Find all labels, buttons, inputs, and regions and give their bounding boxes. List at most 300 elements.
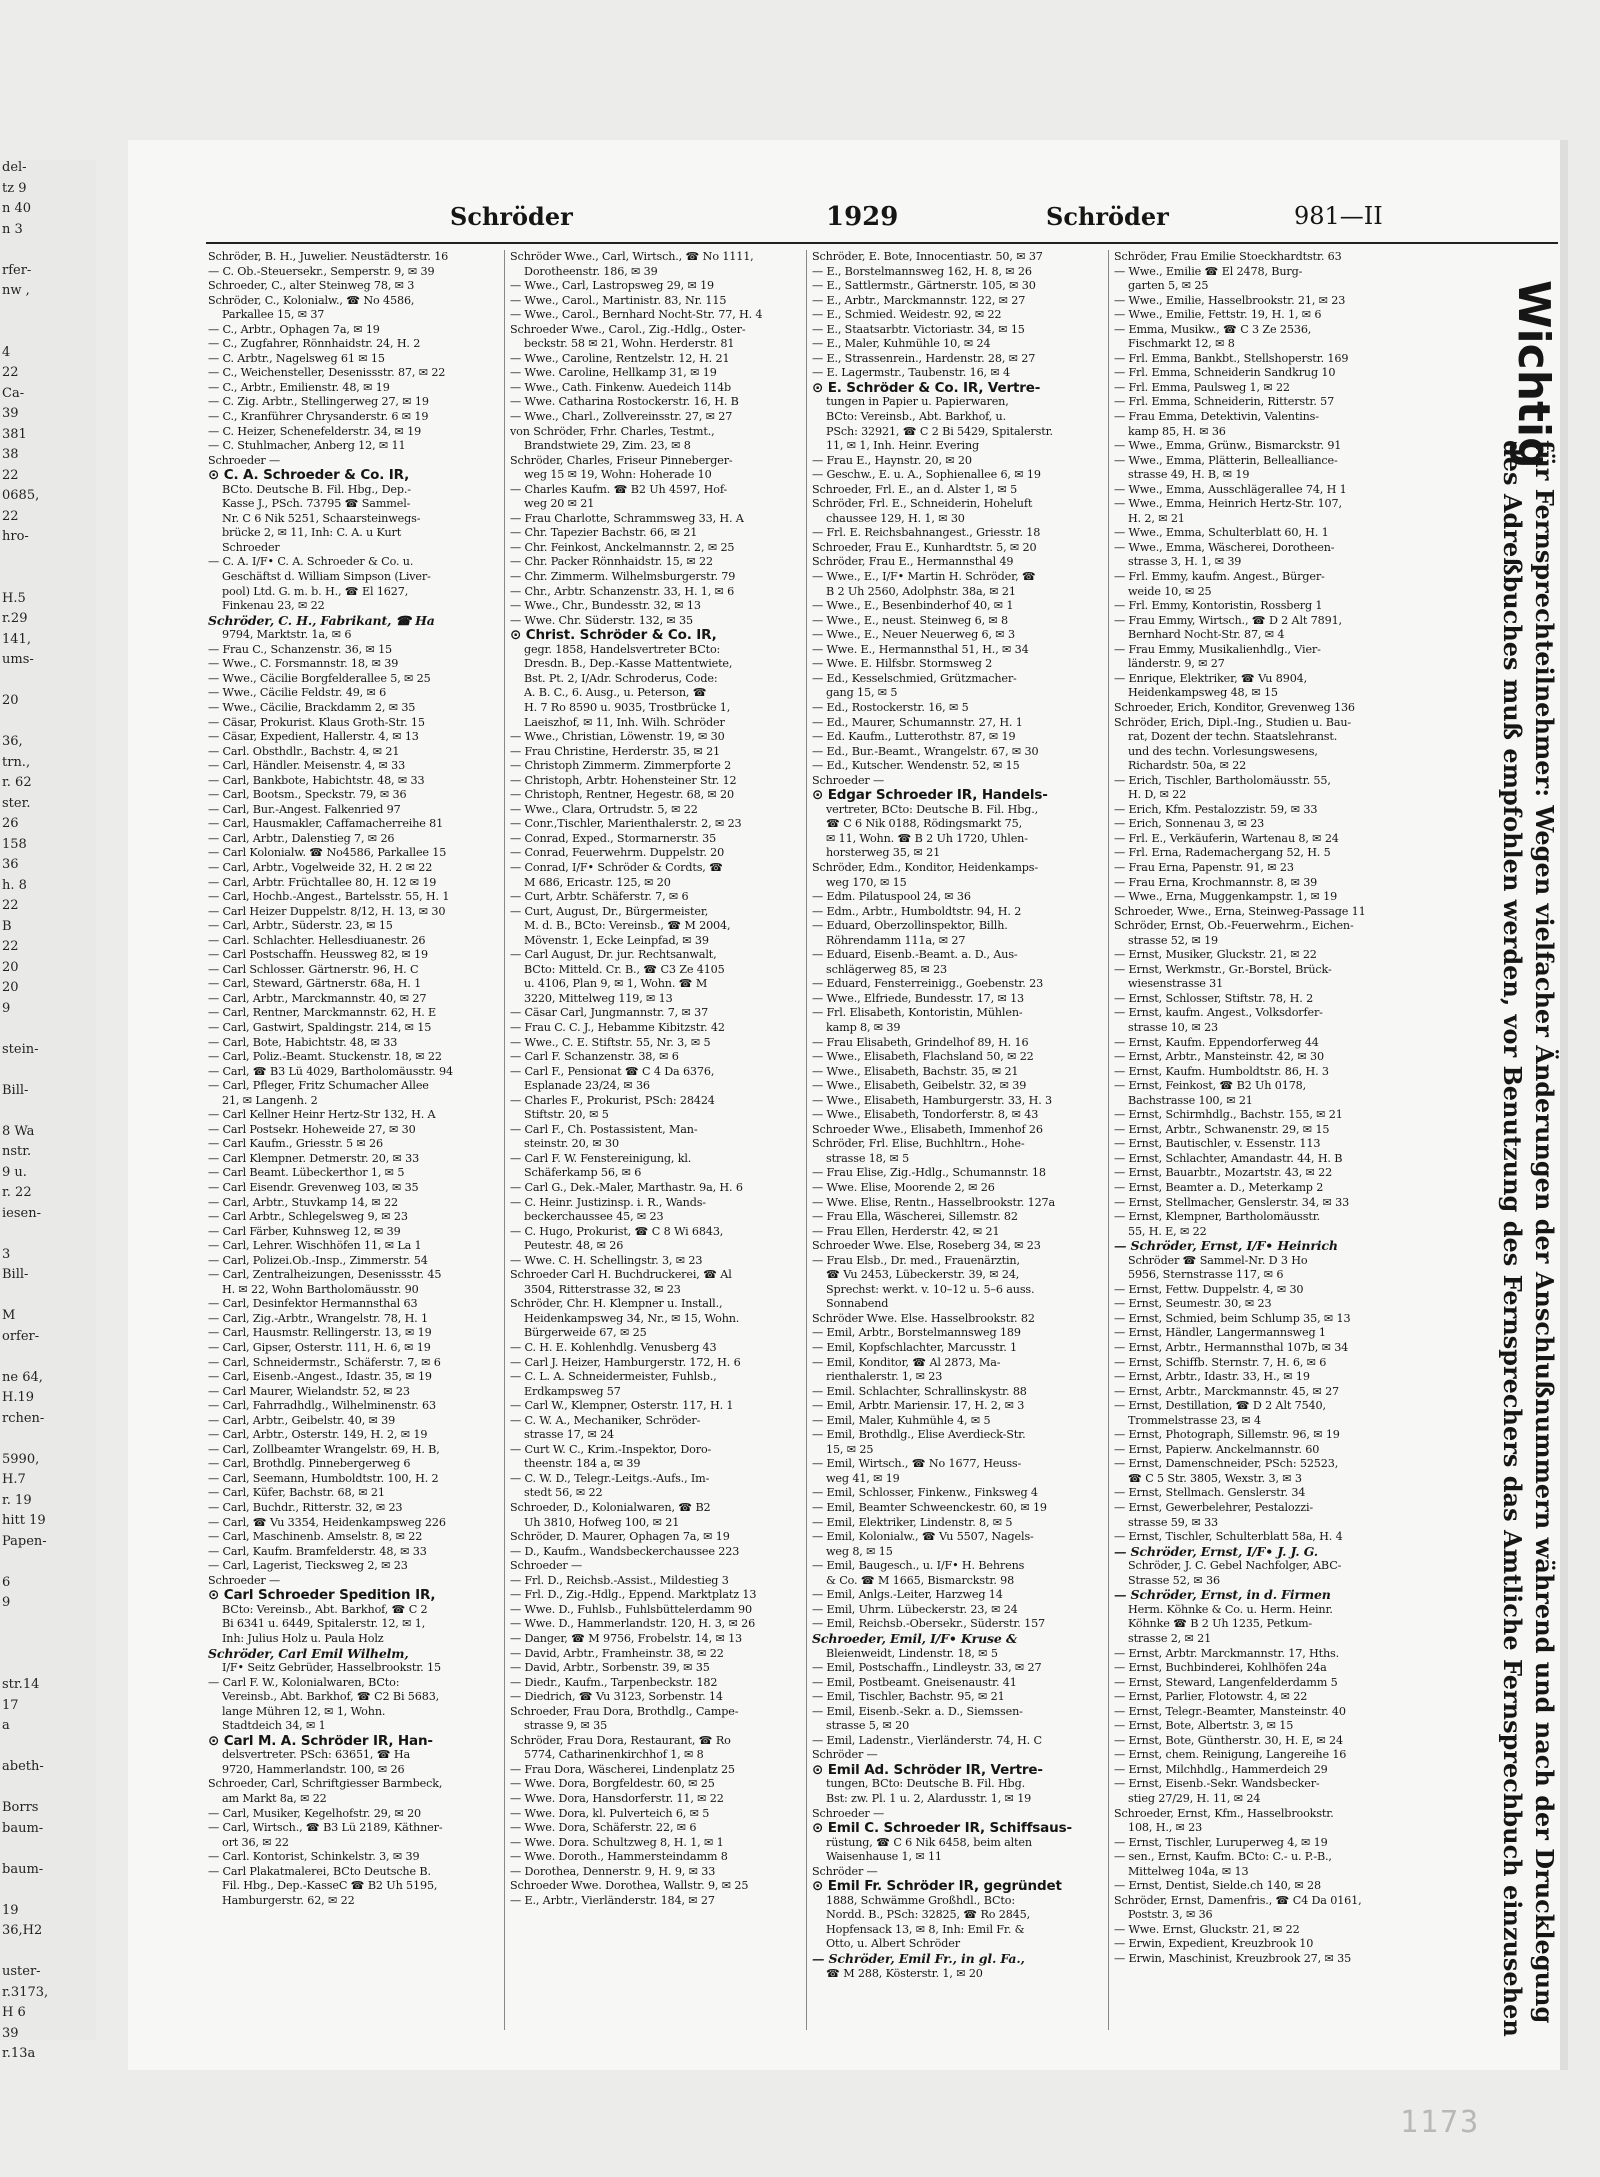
directory-entry-line: — Carl, Eisenb.-Angest., Idastr. 35, ✉ 19 (208, 1370, 432, 1384)
directory-entry-line: — Schröder, Ernst, I/F• Heinrich (1114, 1238, 1338, 1254)
directory-entry-line: — C. H. E. Kohlenhdlg. Venusberg 43 (510, 1341, 717, 1355)
prev-page-fragment: 22 (2, 508, 19, 524)
directory-entry-line: — Carl F. Schanzenstr. 38, ✉ 6 (510, 1050, 679, 1064)
directory-entry-line: — Ernst, Papierw. Anckelmannstr. 60 (1114, 1442, 1320, 1456)
directory-entry-line: — Ed., Kutscher. Wendenstr. 52, ✉ 15 (812, 759, 1020, 773)
handwritten-page-mark: 1173 (1400, 2105, 1481, 2140)
directory-entry-line: vertreter, BCto: Deutsche B. Fil. Hbg., (826, 802, 1039, 816)
directory-entry-line: 3504, Ritterstrasse 32, ✉ 23 (524, 1282, 681, 1296)
prev-page-fragment: Papen- (2, 1533, 47, 1549)
directory-entry-line: — Ernst, Kaufm. Humboldtstr. 86, H. 3 (1114, 1064, 1329, 1078)
directory-entry-line: — Conrad, Exped., Stormarnerstr. 35 (510, 831, 717, 845)
prev-page-fragment: a (2, 1718, 10, 1733)
directory-entry-line: — Wwe., Emilie ☎ El 2478, Burg- (1114, 264, 1303, 278)
directory-entry-line: Schroeder, Emil, I/F• Kruse & (812, 1630, 1018, 1646)
directory-entry-line: — Ernst, Feinkost, ☎ B2 Uh 0178, (1114, 1079, 1307, 1093)
directory-entry-line: — Wwe., Emma, Grünw., Bismarckstr. 91 (1114, 439, 1342, 453)
directory-entry-line: — Emil, Arbtr. Mariensir. 17, H. 2, ✉ 3 (812, 1399, 1025, 1413)
directory-entry-line: — C. Ob.-Steuersekr., Semperstr. 9, ✉ 39 (208, 264, 435, 278)
directory-entry-line: 5956, Sternstrasse 117, ✉ 6 (1128, 1268, 1284, 1282)
directory-entry-line: — Wwe., Chr., Bundesstr. 32, ✉ 13 (510, 599, 701, 613)
directory-entry-line: Stadtdeich 34, ✉ 1 (222, 1719, 326, 1733)
directory-entry-line: — Emil, Tischler, Bachstr. 95, ✉ 21 (812, 1690, 1005, 1704)
directory-entry-line: — Ernst, Stellmach. Genslerstr. 34 (1114, 1486, 1306, 1500)
prev-page-fragment: H.19 (2, 1390, 35, 1405)
notice-line: des Adreßbuches muß empfohlen werden, vor Benutzung des Fernsprechers das Amtliche Fernsprechbuch einzusehen (1498, 440, 1527, 2037)
directory-entry-line: Schroeder, Carl, Schriftgiesser Barmbeck, (208, 1777, 443, 1791)
directory-entry-line: Schroeder, Frau E., Kunhardtstr. 5, ✉ 20 (812, 540, 1037, 554)
directory-entry-line: Schröder, Frau Dora, Restaurant, ☎ Ro (510, 1733, 731, 1747)
directory-entry-line: — Wwe., Erna, Muggenkampstr. 1, ✉ 19 (1114, 890, 1338, 904)
directory-entry-line: — Wwe., Cäcilie, Brackdamm 2, ✉ 35 (208, 700, 416, 714)
directory-entry-line: — Christoph, Arbtr. Hohensteiner Str. 12 (510, 773, 737, 787)
directory-entry-line: — Chr., Arbtr. Schanzenstr. 33, H. 1, ✉ 6 (510, 584, 735, 598)
prev-page-fragment: 9 (2, 1595, 11, 1610)
directory-entry-line: — Ernst, Arbtr., Marckmannstr. 45, ✉ 27 (1114, 1384, 1340, 1398)
directory-entry-line: — E., Arbtr., Marckmannstr. 122, ✉ 27 (812, 293, 1026, 307)
prev-page-fragment: H.5 (2, 590, 26, 606)
prev-page-fragment: stein- (2, 1041, 39, 1057)
directory-entry-line: Trommelstrasse 23, ✉ 4 (1128, 1413, 1261, 1427)
directory-entry-line: Schroeder, Frau Dora, Brothdlg., Campe- (510, 1704, 739, 1718)
directory-entry-line: PSch: 32921, ☎ C 2 Bi 5429, Spitalerstr. (826, 424, 1053, 438)
prev-page-fragment: nw , (2, 283, 30, 298)
directory-entry-line: von Schröder, Frhr. Charles, Testmt., (510, 424, 715, 438)
directory-entry-line: rat, Dozent der techn. Staatslehranst. (1128, 730, 1338, 744)
prev-page-fragment: r. 62 (2, 775, 32, 790)
directory-entry-line: Sprechst: werkt. v. 10–12 u. 5–6 auss. (826, 1282, 1035, 1296)
directory-entry-line: Geschäftst d. William Simpson (Liver- (222, 570, 431, 584)
directory-entry-line: — Carl, Zollbeamter Wrangelstr. 69, H. B, (208, 1442, 440, 1456)
directory-entry-line: Schroeder — (208, 1573, 281, 1587)
prev-page-fragment: 22 (2, 939, 19, 954)
directory-entry-line: — Wwe. E., Hermannsthal 51, H., ✉ 34 (812, 642, 1029, 656)
directory-entry-line: — Wwe., Emilie, Hasselbrookstr. 21, ✉ 23 (1114, 293, 1346, 307)
directory-entry-line: schlägerweg 85, ✉ 23 (826, 962, 948, 976)
directory-entry-line: — E., Schmied. Weidestr. 92, ✉ 22 (812, 308, 1002, 322)
directory-entry-line: — Wwe. D., Hammerlandstr. 120, H. 3, ✉ 26 (510, 1617, 756, 1631)
directory-entry-line: Herm. Köhnke & Co. u. Herm. Heinr. (1128, 1602, 1333, 1616)
directory-entry-line: Laeiszhof, ✉ 11, Inh. Wilh. Schröder (524, 715, 725, 729)
directory-entry-line: ⊙ Carl Schroeder Spedition IR, (208, 1587, 436, 1604)
prev-page-fragment: 20 (2, 959, 19, 975)
directory-entry-line: Köhnke ☎ B 2 Uh 1235, Petkum- (1128, 1617, 1313, 1631)
directory-entry-line: — Wwe., Cäcilie Borgfelderallee 5, ✉ 25 (208, 671, 431, 685)
prev-page-fragment: 22 (2, 898, 19, 913)
directory-entry-line: Hamburgerstr. 62, ✉ 22 (222, 1893, 355, 1907)
directory-entry-line: — Emil, Anlgs.-Leiter, Harzweg 14 (812, 1588, 1003, 1602)
directory-entry-line: Bachstrasse 100, ✉ 21 (1128, 1093, 1253, 1107)
column-2 (510, 250, 800, 2040)
directory-entry-line: Sonnabend (826, 1297, 889, 1311)
prev-page-fragment: h. 8 (2, 877, 27, 893)
directory-entry-line: — Carl Plakatmalerei, BCto Deutsche B. (208, 1864, 431, 1878)
directory-entry-line: — Frl. Emmy, kaufm. Angest., Bürger- (1114, 570, 1325, 584)
directory-entry-line: — Wwe. Dora, kl. Pulverteich 6, ✉ 5 (510, 1806, 710, 1820)
prev-page-fragment: 141, (2, 631, 31, 647)
directory-entry-line: — Frau Ella, Wäscherei, Sillemstr. 82 (812, 1210, 1018, 1224)
directory-entry-line: — Wwe., Elisabeth, Hamburgerstr. 33, H. 3 (812, 1093, 1052, 1107)
directory-entry-line: — Carl, Poliz.-Beamt. Stuckenstr. 18, ✉ 22 (208, 1050, 442, 1064)
directory-entry-line: — C., Zugfahrer, Rönnhaidstr. 24, H. 2 (208, 337, 421, 351)
directory-entry-line: — Ernst, Schlosser, Stiftstr. 78, H. 2 (1114, 991, 1314, 1005)
directory-entry-line: — Ernst, Seumestr. 30, ✉ 23 (1114, 1297, 1272, 1311)
prev-page-fragment: iesen- (2, 1205, 41, 1221)
directory-entry-line: Schroeder, D., Kolonialwaren, ☎ B2 (510, 1501, 711, 1515)
directory-entry-line: — Wwe., E., neust. Steinweg 6, ✉ 8 (812, 613, 1008, 627)
directory-entry-line: 55, H. E, ✉ 22 (1128, 1224, 1207, 1238)
vertical-notice (1368, 280, 1563, 2037)
directory-entry-line: — Wwe. Ernst, Gluckstr. 21, ✉ 22 (1114, 1922, 1300, 1936)
directory-entry-line: ⊙ E. Schröder & Co. IR, Vertre- (812, 379, 1041, 396)
prev-page-fragment: r.13a (2, 2046, 36, 2061)
directory-entry-line: — Wwe. E. Hilfsbr. Stormsweg 2 (812, 657, 993, 671)
directory-entry-line: Esplanade 23/24, ✉ 36 (524, 1079, 650, 1093)
directory-entry-line: — Carl, ☎ Vu 3354, Heidenkampsweg 226 (208, 1515, 446, 1529)
directory-entry-line: — Curt, August, Dr., Bürgermeister, (510, 904, 709, 918)
prev-page-fragment: 4 (2, 344, 11, 360)
directory-entry-line: — Christoph Zimmerm. Zimmerpforte 2 (510, 759, 732, 773)
directory-entry-line: — Carl, Hausmstr. Rellingerstr. 13, ✉ 19 (208, 1326, 432, 1340)
directory-entry-line: — Diedr., Kaufm., Tarpenbeckstr. 182 (510, 1675, 718, 1689)
prev-page-fragment: 17 (2, 1697, 19, 1713)
directory-entry-line: 15, ✉ 25 (826, 1442, 874, 1456)
directory-entry-line: — Frau Emmy, Musikalienhdlg., Vier- (1114, 642, 1321, 656)
directory-entry-line: — Carl G., Dek.-Maler, Marthastr. 9a, H. 6 (510, 1181, 743, 1194)
directory-entry-line: weide 10, ✉ 25 (1128, 584, 1212, 598)
directory-entry-line: Poststr. 3, ✉ 36 (1128, 1908, 1213, 1922)
directory-entry-line: — Emil, Eisenb.-Sekr. a. D., Siemssen- (812, 1704, 1023, 1718)
directory-entry-line: Uh 3810, Hofweg 100, ✉ 21 (524, 1515, 680, 1529)
directory-entry-line: — Carl, Desinfektor Hermannsthal 63 (208, 1297, 418, 1311)
directory-entry-line: — Frau Emmy, Wirtsch., ☎ D 2 Alt 7891, (1114, 613, 1342, 627)
directory-entry-line: — C. Zig. Arbtr., Stellingerweg 27, ✉ 19 (208, 395, 429, 409)
directory-entry-line: — Frau Erna, Krochmannstr. 8, ✉ 39 (1114, 875, 1318, 889)
directory-entry-line: — Ernst, Bote, Güntherstr. 30, H. E, ✉ 24 (1114, 1733, 1343, 1747)
directory-entry-line: — Ernst, Schlachter, Amandastr. 44, H. B (1114, 1151, 1343, 1165)
directory-entry-line: — Chr. Packer Rönnhaidstr. 15, ✉ 22 (510, 555, 713, 569)
directory-entry-line: ⊙ Emil Ad. Schröder IR, Vertre- (812, 1761, 1043, 1778)
directory-entry-line: Schroeder Wwe. Dorothea, Wallstr. 9, ✉ 25 (510, 1879, 749, 1893)
prev-page-fragment: 5990, (2, 1451, 40, 1467)
directory-entry-line: Schröder Wwe., Carl, Wirtsch., ☎ No 1111, (510, 250, 754, 263)
directory-entry-line: ⊙ Edgar Schroeder IR, Handels- (812, 787, 1048, 804)
directory-entry-line: Schröder, D. Maurer, Ophagen 7a, ✉ 19 (510, 1530, 730, 1544)
directory-entry-line: — Ernst, Destillation, ☎ D 2 Alt 7540, (1114, 1399, 1326, 1413)
directory-entry-line: Schroeder Wwe., Carol., Zig.-Hdlg., Oster- (510, 322, 746, 336)
directory-entry-line: — Charles Kaufm. ☎ B2 Uh 4597, Hof- (510, 482, 728, 496)
directory-entry-line: steinstr. 20, ✉ 30 (524, 1137, 619, 1151)
directory-entry-line: Schröder, Frau E., Hermannsthal 49 (812, 555, 1014, 569)
directory-entry-line: — Carl Heizer Duppelstr. 8/12, H. 13, ✉ 30 (208, 904, 446, 918)
directory-entry-line: — Emma, Musikw., ☎ C 3 Ze 2536, (1114, 322, 1312, 336)
directory-entry-line: — Edm., Arbtr., Humboldtstr. 94, H. 2 (812, 904, 1022, 918)
directory-entry-line: Waisenhause 1, ✉ 11 (826, 1850, 942, 1864)
directory-entry-line: — Carl. Kontorist, Schinkelstr. 3, ✉ 39 (208, 1850, 420, 1864)
directory-entry-line: — Carl, Polizei.Ob.-Insp., Zimmerstr. 54 (208, 1253, 428, 1267)
directory-entry-line: — Carl, Zentralheizungen, Desenissstr. 45 (208, 1268, 442, 1282)
directory-entry-line: Schröder, Ernst, Ob.-Feuerwehrm., Eichen- (1114, 919, 1354, 933)
directory-entry-line: — C., Weichensteller, Desenissstr. 87, ✉ 22 (208, 366, 446, 380)
directory-entry-line: ort 36, ✉ 22 (222, 1835, 289, 1849)
directory-entry-line: — Emil, Wirtsch., ☎ No 1677, Heuss- (812, 1457, 1022, 1471)
directory-entry-line: Schröder, Frau Emilie Stoeckhardtstr. 63 (1114, 250, 1342, 263)
directory-entry-line: — Ernst, Damenschneider, PSch: 52523, (1114, 1457, 1339, 1471)
directory-entry-line: ☎ M 288, Kösterstr. 1, ✉ 20 (826, 1966, 983, 1980)
directory-entry-line: pool) Ltd. G. m. b. H., ☎ El 1627, (222, 584, 409, 598)
directory-entry-line: ☎ C 5 Str. 3805, Wexstr. 3, ✉ 3 (1128, 1471, 1302, 1485)
prev-page-fragment: 39 (2, 2025, 19, 2041)
directory-entry-line: — Ernst, Werkmstr., Gr.-Borstel, Brück- (1114, 962, 1332, 976)
prev-page-fragment: H 6 (2, 2005, 26, 2020)
directory-entry-line: ⊙ C. A. Schroeder & Co. IR, (208, 467, 410, 484)
directory-entry-line: strasse 10, ✉ 23 (1128, 1020, 1219, 1034)
directory-entry-line: — Frau Dora, Wäscherei, Lindenplatz 25 (510, 1762, 735, 1776)
directory-entry-line: — E., Maler, Kuhmühle 10, ✉ 24 (812, 337, 991, 351)
column-divider (504, 250, 505, 2030)
directory-entry-line: — Carl, Pfleger, Fritz Schumacher Allee (208, 1079, 429, 1093)
directory-entry-line: — Frl. Elisabeth, Kontoristin, Mühlen- (812, 1006, 1023, 1020)
directory-entry-line: weg 20 ✉ 21 (524, 497, 595, 511)
directory-entry-line: — Ernst, Bote, Albertstr. 3, ✉ 15 (1114, 1719, 1294, 1733)
directory-entry-line: — Carl, Arbtr. Früchtallee 80, H. 12 ✉ 19 (208, 875, 437, 889)
directory-entry-line: — Ernst, Stellmacher, Genslerstr. 34, ✉ 33 (1114, 1195, 1350, 1209)
directory-entry-line: — Carl F. W., Kolonialwaren, BCto: (208, 1675, 400, 1689)
directory-entry-line: — Frau Ellen, Herderstr. 42, ✉ 21 (812, 1224, 1000, 1238)
directory-entry-line: — Frau C. C. J., Hebamme Kibitzstr. 42 (510, 1020, 725, 1034)
directory-entry-line: — C. L. A. Schneidermeister, Fuhlsb., (510, 1370, 717, 1384)
prev-page-fragment: 158 (2, 836, 27, 852)
directory-entry-line: delsvertreter. PSch: 63651, ☎ Ha (222, 1748, 411, 1762)
directory-entry-line: — Carl, Kaufm. Bramfelderstr. 48, ✉ 33 (208, 1544, 427, 1558)
directory-entry-line: horsterweg 35, ✉ 21 (826, 846, 941, 860)
directory-entry-line: — Geschw., E. u. A., Sophienallee 6, ✉ 19 (812, 468, 1041, 482)
prev-page-fragment: Ca- (2, 385, 25, 401)
directory-entry-line: & Co. ☎ M 1665, Bismarckstr. 98 (826, 1573, 1015, 1587)
column-divider (1108, 250, 1109, 2030)
directory-entry-line: Nr. C 6 Nik 5251, Schaarsteinwegs- (222, 511, 421, 525)
directory-entry-line: — Carl, Seemann, Humboldtstr. 100, H. 2 (208, 1471, 439, 1485)
directory-entry-line: — Carl, Arbtr., Marckmannstr. 40, ✉ 27 (208, 991, 427, 1005)
directory-entry-line: H. ✉ 22, Wohn Bartholomäusstr. 90 (222, 1282, 419, 1296)
prev-page-fragment: H.7 (2, 1472, 26, 1487)
directory-entry-line: weg 170, ✉ 15 (826, 875, 907, 889)
prev-page-fragment: 0685, (2, 488, 40, 503)
directory-entry-line: strasse 2, ✉ 21 (1128, 1631, 1212, 1645)
directory-entry-line: — Conrad, I/F• Schröder & Cordts, ☎ (510, 860, 723, 874)
directory-entry-line: — Ernst, Telegr.-Beamter, Mansteinstr. 40 (1114, 1704, 1346, 1718)
directory-entry-line: — Ernst, Klempner, Bartholomäusstr. (1114, 1210, 1321, 1224)
directory-entry-line: Schröder, Frl. Elise, Buchhltrn., Hohe- (812, 1137, 1025, 1151)
directory-entry-line: — Charles F., Prokurist, PSch: 28424 (510, 1093, 715, 1107)
directory-entry-line: — Frl. D., Zig.-Hdlg., Eppend. Marktplatz 13 (510, 1588, 757, 1602)
header-page-number: 981—II (1294, 202, 1383, 230)
directory-entry-line: Dorotheenstr. 186, ✉ 39 (524, 264, 658, 278)
directory-entry-line: — Carl, Arbtr., Stuvkamp 14, ✉ 22 (208, 1195, 398, 1209)
directory-entry-line: Schröder, Edm., Konditor, Heidenkamps- (812, 860, 1039, 874)
notice-title: Wichtig (1508, 280, 1559, 469)
directory-entry-line: — Frl. Emma, Schneiderin Sandkrug 10 (1114, 366, 1336, 380)
directory-entry-line: — Dorothea, Dennerstr. 9, H. 9, ✉ 33 (510, 1864, 716, 1878)
directory-entry-line: — Ed., Maurer, Schumannstr. 27, H. 1 (812, 715, 1023, 729)
prev-page-fragment: uster- (2, 1964, 41, 1979)
directory-entry-line: — Wwe. Chr. Süderstr. 132, ✉ 35 (510, 613, 693, 627)
directory-entry-line: A. B. C., 6. Ausg., u. Peterson, ☎ (524, 686, 707, 700)
directory-entry-line: weg 15 ✉ 19, Wohn: Hoherade 10 (524, 468, 712, 482)
prev-page-fragment: 381 (2, 426, 27, 442)
directory-entry-line: — Wwe., Emma, Ausschlägerallee 74, H 1 (1114, 482, 1347, 496)
directory-entry-line: — Emil, Beamter Schweenckestr. 60, ✉ 19 (812, 1501, 1047, 1515)
directory-entry-line: — Carl, Maschinenb. Amselstr. 8, ✉ 22 (208, 1530, 423, 1544)
directory-entry-line: 9720, Hammerlandstr. 100, ✉ 26 (222, 1762, 405, 1776)
directory-entry-line: — Curt, Arbtr. Schäferstr. 7, ✉ 6 (510, 890, 689, 904)
directory-entry-line: — Ernst, Fettw. Duppelstr. 4, ✉ 30 (1114, 1282, 1304, 1296)
directory-entry-line: — Carl, Bote, Habichtstr. 48, ✉ 33 (208, 1035, 398, 1049)
directory-entry-line: kamp 8, ✉ 39 (826, 1020, 901, 1034)
prev-page-fragment: tz 9 (2, 180, 27, 196)
directory-entry-line: — Wwe., Emma, Heinrich Hertz-Str. 107, (1114, 497, 1342, 511)
directory-entry-line: Röhrendamm 111a, ✉ 27 (826, 933, 966, 947)
directory-entry-line: Schröder, Ernst, Damenfris., ☎ C4 Da 0161, (1114, 1893, 1362, 1907)
directory-entry-line: — Wwe. Elise, Moorende 2, ✉ 26 (812, 1181, 995, 1194)
notice-line: für Fernsprechteilnehmer: Wegen vielfacher Änderungen der Anschlußnummern während und nach der Drucklegung (1530, 440, 1559, 2024)
directory-entry-line: strasse 9, ✉ 35 (524, 1719, 608, 1733)
directory-entry-line: strasse 5, ✉ 20 (826, 1719, 910, 1733)
directory-entry-line: — Wwe., Carol., Martinistr. 83, Nr. 115 (510, 293, 727, 307)
prev-page-fragment: 9 u. (2, 1164, 27, 1180)
directory-entry-line: — E., Sattlermstr., Gärtnerstr. 105, ✉ 30 (812, 279, 1036, 293)
directory-entry-line: Bleienweidt, Lindenstr. 18, ✉ 5 (826, 1646, 998, 1660)
directory-entry-line: — Emil, Reichsb.-Obersekr., Süderstr. 157 (812, 1617, 1046, 1631)
prev-page-fragment: Borrs (2, 1800, 39, 1815)
directory-entry-line: 11, ✉ 1, Inh. Heinr. Evering (826, 439, 980, 453)
directory-entry-line: — E., Staatsarbtr. Victoriastr. 34, ✉ 15 (812, 322, 1025, 336)
directory-entry-line: — Ernst, Bautischler, v. Essenstr. 113 (1114, 1137, 1321, 1151)
directory-entry-line: — Chr. Zimmerm. Wilhelmsburgerstr. 79 (510, 570, 736, 584)
directory-entry-line: — Carl Beamt. Lübeckerthor 1, ✉ 5 (208, 1166, 405, 1180)
directory-entry-line: Schroeder, Ernst, Kfm., Hasselbrookstr. (1114, 1806, 1334, 1820)
directory-entry-line: — Frau Charlotte, Schrammsweg 33, H. A (510, 511, 744, 525)
directory-entry-line: 9794, Marktstr. 1a, ✉ 6 (222, 628, 352, 642)
directory-entry-line: Schroeder — (510, 1559, 583, 1573)
directory-entry-line: Bst: zw. Pl. 1 u. 2, Alardusstr. 1, ✉ 19 (826, 1791, 1032, 1805)
directory-entry-line: — Wwe., Elfriede, Bundesstr. 17, ✉ 13 (812, 991, 1025, 1005)
directory-entry-line: Schroeder — (812, 773, 885, 787)
directory-entry-line: — Frl. E., Verkäuferin, Wartenau 8, ✉ 24 (1114, 831, 1339, 845)
directory-entry-line: — Eduard, Eisenb.-Beamt. a. D., Aus- (812, 948, 1018, 962)
directory-entry-line: — Ernst, Musiker, Gluckstr. 21, ✉ 22 (1114, 948, 1317, 962)
directory-entry-line: 3220, Mittelweg 119, ✉ 13 (524, 991, 673, 1005)
directory-entry-line: — Carl, Gastwirt, Spaldingstr. 214, ✉ 15 (208, 1020, 432, 1034)
directory-entry-line: — Wwe., Elisabeth, Geibelstr. 32, ✉ 39 (812, 1079, 1027, 1093)
prev-page-fragment: ums- (2, 652, 34, 667)
directory-entry-line: — C., Arbtr., Emilienstr. 48, ✉ 19 (208, 380, 390, 394)
directory-entry-line: — C. W. D., Telegr.-Leitgs.-Aufs., Im- (510, 1471, 710, 1485)
directory-entry-line: Schröder, Erich, Dipl.-Ing., Studien u. Bau- (1114, 715, 1352, 729)
directory-entry-line: — Ernst, Dentist, Sielde.ch 140, ✉ 28 (1114, 1879, 1321, 1893)
directory-entry-line: — Wwe., C. E. Stiftstr. 55, Nr. 3, ✉ 5 (510, 1035, 711, 1049)
directory-entry-line: — Emil, Maler, Kuhmühle 4, ✉ 5 (812, 1413, 991, 1427)
directory-entry-line: — Frl. Emmy, Kontoristin, Rossberg 1 (1114, 599, 1323, 613)
directory-entry-line: Schröder, C. H., Fabrikant, ☎ Ha (208, 612, 435, 628)
directory-entry-line: — Curt W. C., Krim.-Inspektor, Doro- (510, 1442, 712, 1456)
directory-entry-line: — Ernst, Parlier, Flotowstr. 4, ✉ 22 (1114, 1690, 1308, 1704)
header-year: 1929 (826, 202, 899, 232)
prev-page-fragment: r. 19 (2, 1492, 32, 1508)
directory-entry-line: — Wwe. Dora, Schäferstr. 22, ✉ 6 (510, 1821, 697, 1835)
directory-entry-line: — Carl W., Klempner, Osterstr. 117, H. 1 (510, 1399, 734, 1413)
directory-entry-line: Schroeder, Erich, Konditor, Grevenweg 136 (1114, 700, 1355, 714)
directory-entry-line: 5774, Catharinenkirchhof 1, ✉ 8 (524, 1748, 704, 1762)
directory-entry-line: Brandstwiete 29, Zim. 23, ✉ 8 (524, 439, 691, 453)
directory-entry-line: Fischmarkt 12, ✉ 8 (1128, 337, 1235, 351)
directory-entry-line: — Emil, Uhrm. Lübeckerstr. 23, ✉ 24 (812, 1602, 1018, 1616)
directory-entry-line: — C., Arbtr., Ophagen 7a, ✉ 19 (208, 322, 380, 336)
directory-entry-line: ☎ C 6 Nik 0188, Rödingsmarkt 75, (826, 817, 1023, 831)
directory-entry-line: 1888, Schwämme Großhdl., BCto: (826, 1893, 1015, 1907)
prev-page-fragment: 39 (2, 406, 19, 421)
directory-entry-line: H. 7 Ro 8590 u. 9035, Trostbrücke 1, (524, 700, 731, 714)
directory-entry-line: tungen, BCto: Deutsche B. Fil. Hbg. (826, 1777, 1025, 1791)
directory-entry-line: chaussee 129, H. 1, ✉ 30 (826, 511, 965, 525)
directory-entry-line: — Conr.,Tischler, Marienthalerstr. 2, ✉ 23 (510, 817, 742, 831)
directory-entry-line: — Carl, Arbtr., Dalenstieg 7, ✉ 26 (208, 831, 395, 845)
prev-page-fragment: M (2, 1308, 16, 1323)
prev-page-fragment: 8 Wa (2, 1123, 35, 1139)
directory-entry-line: Schroeder, Frl. E., an d. Alster 1, ✉ 5 (812, 482, 1018, 496)
directory-entry-line: Mövenstr. 1, Ecke Leinpfad, ✉ 39 (524, 933, 709, 947)
column-1 (208, 250, 498, 2040)
directory-entry-line: Heidenkampsweg 34, Nr., ✉ 15, Wohn. (524, 1311, 740, 1325)
directory-entry-line: — Ernst, Händler, Langermannsweg 1 (1114, 1326, 1326, 1340)
directory-entry-line: — Schröder, Ernst, in d. Firmen (1114, 1587, 1331, 1603)
directory-entry-line: strasse 18, ✉ 5 (826, 1151, 910, 1165)
prev-page-fragment: 9 (2, 1000, 11, 1016)
directory-entry-line: 108, H., ✉ 23 (1128, 1821, 1203, 1835)
directory-entry-line: Schröder — (812, 1864, 878, 1878)
previous-page-strip (0, 160, 96, 2061)
directory-entry-line: — Carl, Küfer, Bachstr. 68, ✉ 21 (208, 1486, 385, 1500)
directory-entry-line: Schröder, C., Kolonialw., ☎ No 4586, (208, 293, 415, 307)
prev-page-fragment: 36, (2, 734, 23, 749)
directory-entry-line: — Carl, Arbtr., Osterstr. 149, H. 2, ✉ 19 (208, 1428, 428, 1442)
directory-entry-line: ✉ 11, Wohn. ☎ B 2 Uh 1720, Uhlen- (826, 831, 1028, 845)
directory-entry-line: Schröder, Charles, Friseur Pinneberger- (510, 453, 733, 467)
directory-entry-line: — Chr. Feinkost, Anckelmannstr. 2, ✉ 25 (510, 540, 735, 554)
directory-entry-line: Schröder ☎ Sammel-Nr. D 3 Ho (1128, 1253, 1308, 1267)
directory-entry-line: Schroeder Carl H. Buchdruckerei, ☎ Al (510, 1268, 732, 1282)
directory-entry-line: stedt 56, ✉ 22 (524, 1486, 603, 1500)
directory-entry-line: — Carl Klempner. Detmerstr. 20, ✉ 33 (208, 1151, 420, 1165)
directory-entry-line: — Emil, Ladenstr., Vierländerstr. 74, H. C (812, 1733, 1042, 1747)
directory-entry-line: — C. W. A., Mechaniker, Schröder- (510, 1413, 701, 1427)
directory-entry-line: Dresdn. B., Dep.-Kasse Mattentwiete, (524, 657, 733, 671)
directory-entry-line: — Wwe., Emma, Schulterblatt 60, H. 1 (1114, 526, 1329, 540)
directory-entry-line: brücke 2, ✉ 11, Inh: C. A. u Kurt (222, 526, 402, 540)
directory-entry-line: — Carl Eisendr. Grevenweg 103, ✉ 35 (208, 1181, 419, 1194)
directory-page (128, 140, 1568, 2070)
directory-entry-line: — Ernst, Kaufm. Eppendorferweg 44 (1114, 1035, 1319, 1049)
directory-entry-line: — Carl F., Pensionat ☎ C 4 Da 6376, (510, 1064, 715, 1078)
directory-entry-line: — Carl, Arbtr., Vogelweide 32, H. 2 ✉ 22 (208, 860, 433, 874)
directory-entry-line: Peutestr. 48, ✉ 26 (524, 1239, 624, 1253)
directory-entry-line: Schröder, B. H., Juwelier. Neustädterstr. 16 (208, 250, 449, 263)
directory-entry-line: — Wwe., Charl., Zollvereinsstr. 27, ✉ 27 (510, 410, 733, 424)
directory-entry-line: — D., Kaufm., Wandsbeckerchaussee 223 (510, 1544, 740, 1558)
directory-entry-line: — Erich, Kfm. Pestalozzistr. 59, ✉ 33 (1114, 802, 1318, 816)
directory-entry-line: kamp 85, H. ✉ 36 (1128, 424, 1226, 438)
directory-entry-line: Erdkampsweg 57 (524, 1384, 621, 1398)
